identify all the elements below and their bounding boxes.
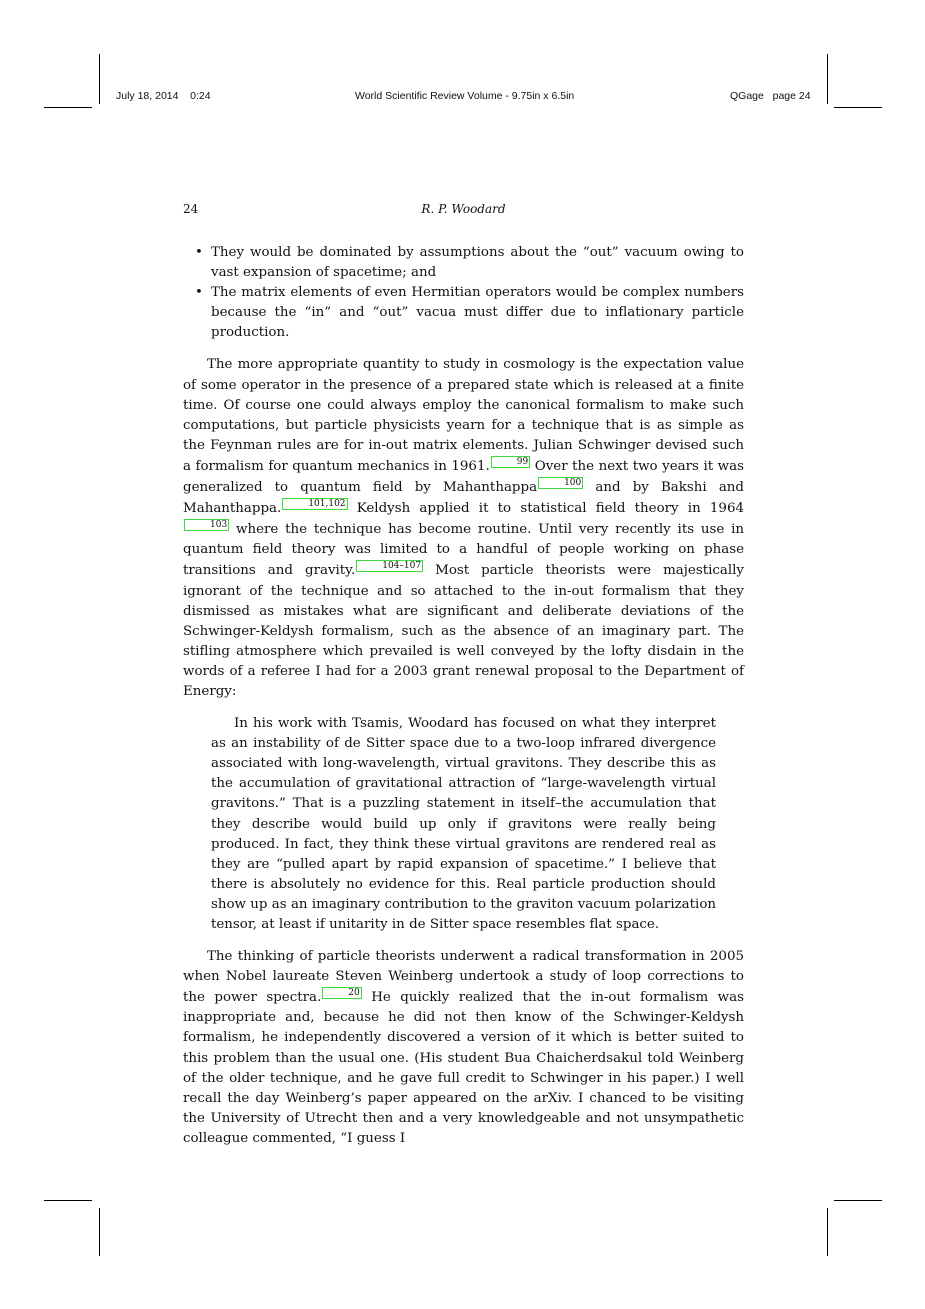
text-run: where the technique has become routine. Until very recently its use in quantum field theory was limited to a handful of people working on phase transitions and gravity. [183,522,744,579]
main-text [183,243,744,1149]
citation-link[interactable]: 103 [184,519,229,531]
bullet-icon: • [195,245,203,260]
text-run: Keldysh applied it to statistical field theory in 1964 [347,501,744,517]
list-item [183,243,744,283]
crop-mark [99,1208,100,1256]
crop-mark [834,1200,882,1201]
block-quote [211,714,716,935]
crop-mark [44,1200,92,1201]
bullet-icon: • [195,285,203,301]
list-item [183,283,744,343]
text-run: Most particle theorists were majestically ignorant of the technique and so attached to the in-out formalism that they dismissed as mistakes what are significant and deliberate deviations of the Schwinger-Keldysh formalism, such as the absence of an imaginary part. The stifling atmosphere which prevailed is well conveyed by the lofty disdain in the words of a referee I had for a 2003 grant renewal proposal to the Department of Energy: [183,563,744,699]
crop-mark [834,107,882,108]
paragraph [183,355,744,702]
citation-link[interactable]: 20 [322,987,361,999]
header-page: QGage page 24 [730,90,811,102]
header-date: July 18, 2014 0:24 [116,90,211,102]
paragraph [183,947,744,1149]
header-title: World Scientific Review Volume - 9.75in x 6.5in [355,90,575,102]
citation-link[interactable]: 100 [538,477,583,489]
quote-text: In his work with Tsamis, Woodard has focused on what they interpret as an instability of de Sitter space due to a two-loop infrared divergence associated with long-wavelength, virtual gravitons. They describe this as the accumulation of gravitational attraction of “large-wavelength virtual gravitons.” That is a puzzling statement in itself–the accumulation that they describe would build up only if gravitons were really being produced. In fact, they think these virtual gravitons are rendered real as they are “pulled apart by rapid expansion of spacetime.” I believe that there is absolutely no evidence for this. Real particle production should show up as an imaginary contribution to the graviton vacuum polarization tensor, at least if unitarity in de Sitter space resembles flat space. [211,716,716,932]
citation-link[interactable]: 101,102 [282,498,347,510]
crop-mark [827,1208,828,1256]
text-run: and by Bakshi and Mahanthappa. [183,480,744,517]
page-number: 24 [183,202,199,216]
bullet-text: The matrix elements of even Hermitian operators would be complex numbers because the “in” and “out” vacua must differ due to inflationary particle production. [211,285,744,341]
running-author: R. P. Woodard [421,202,506,216]
crop-mark [44,107,92,108]
text-run: Over the next two years it was generalized to quantum field by Mahanthappa [183,458,744,496]
crop-mark [99,54,100,104]
crop-mark [827,54,828,104]
bullet-text: They would be dominated by assumptions about the “out” vacuum owing to vast expansion of spacetime; and [211,245,744,281]
text-run: He quickly realized that the in-out formalism was inappropriate and, because he did not then know of the Schwinger-Keldysh formalism, he independently discovered a version of it which is better suited to this problem than the usual one. (His student Bua Chaicherdsakul told Weinberg of the older technique, and he gave full credit to Schwinger in his paper.) I well recall the day Weinberg’s paper appeared on the arXiv. I chanced to be visiting the University of Utrecht then and a very knowledgeable and not unsympathetic colleague commented, “I guess I [183,990,744,1146]
text-run: The thinking of particle theorists underwent a radical transformation in 2005 when Nobel laureate Steven Weinberg undertook a study of loop corrections to the power spectra. [183,949,744,1006]
citation-link[interactable]: 104–107 [356,560,423,572]
citation-link[interactable]: 99 [491,456,530,468]
text-run: The more appropriate quantity to study in cosmology is the expectation value of some operator in the presence of a prepared state which is released at a finite time. Of course one could always employ the canonical formalism to make such computations, but particle physicists yearn for a technique that is as simple as the Feynman rules are for in-out matrix elements. Julian Schwinger devised such a formalism for quantum mechanics in 1961. [183,357,744,474]
bullet-list [183,243,744,343]
